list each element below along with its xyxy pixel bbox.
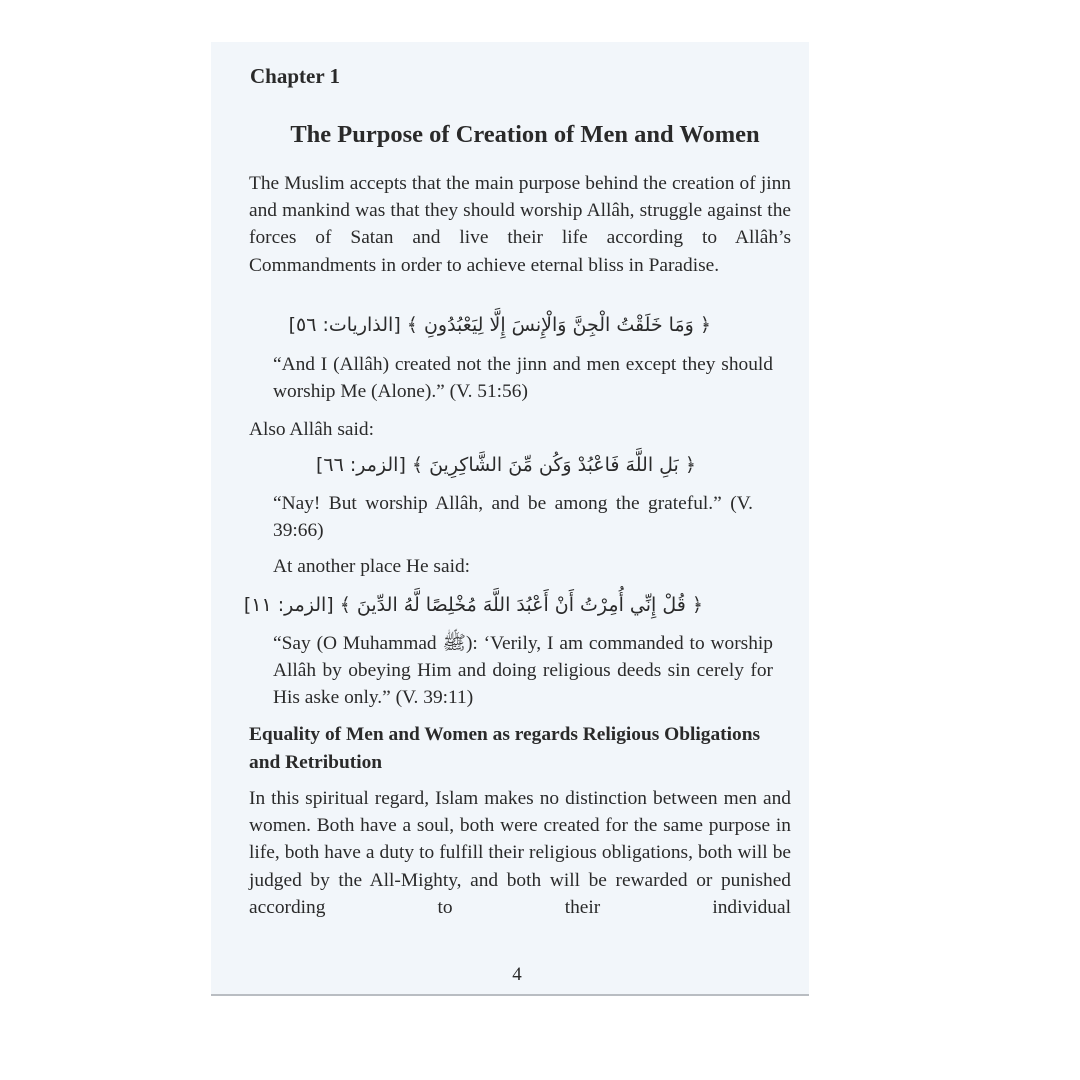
section-subheading: Equality of Men and Women as regards Religious Obligations and Retribution (249, 724, 761, 773)
another-place-line: At another place He said: (273, 556, 471, 577)
page-title: The Purpose of Creation of Men and Women (290, 121, 760, 148)
intro-paragraph: The Muslim accepts that the main purpose behind the creation of jinn and mankind was that they should worship Allâh, struggle against the forces of Satan and live their life according to Allâh’s Commandments in order to achieve eternal bliss in Paradise. (249, 173, 791, 276)
verse-arabic-3: ﴿ قُلْ إِنِّي أُمِرْتُ أَنْ أَعْبُدَ اللَّهَ مُخْلِصًا لَّهُ الدِّينَ ﴾ [الزمر: ١١] (243, 594, 703, 616)
verse-arabic-1: ﴿ وَمَا خَلَقْتُ الْجِنَّ وَالْإِنسَ إِلَّا لِيَعْبُدُونِ ﴾ [الذاريات: ٥٦] (288, 314, 711, 336)
chapter-label: Chapter 1 (250, 64, 341, 88)
page-number: 4 (512, 964, 522, 985)
verse-translation-3: “Say (O Muhammad ﷺ): ‘Verily, I am commanded to worship Allâh by obeying Him and doing religious deeds sin cerely for His aske only.” (V. 39:11) (273, 633, 773, 709)
verse-translation-1: “And I (Allâh) created not the jinn and men except they should worship Me (Alone).” (V. 51:56) (273, 354, 773, 403)
verse-arabic-2: ﴿ بَلِ اللَّهَ فَاعْبُدْ وَكُن مِّنَ الشَّاكِرِينَ ﴾ [الزمر: ٦٦] (315, 454, 696, 476)
verse-translation-2: “Nay! But worship Allâh, and be among the grateful.” (V. 39:66) (273, 493, 753, 542)
also-said-line: Also Allâh said: (249, 419, 374, 440)
equality-paragraph: In this spiritual regard, Islam makes no distinction between men and women. Both have a soul, both were created for the same purpose in life, both have a duty to fulfill their religious obligations, both will be judged by the All-Mighty, and both will be rewarded or punished according to their individual (249, 788, 791, 918)
book-page (211, 42, 809, 996)
